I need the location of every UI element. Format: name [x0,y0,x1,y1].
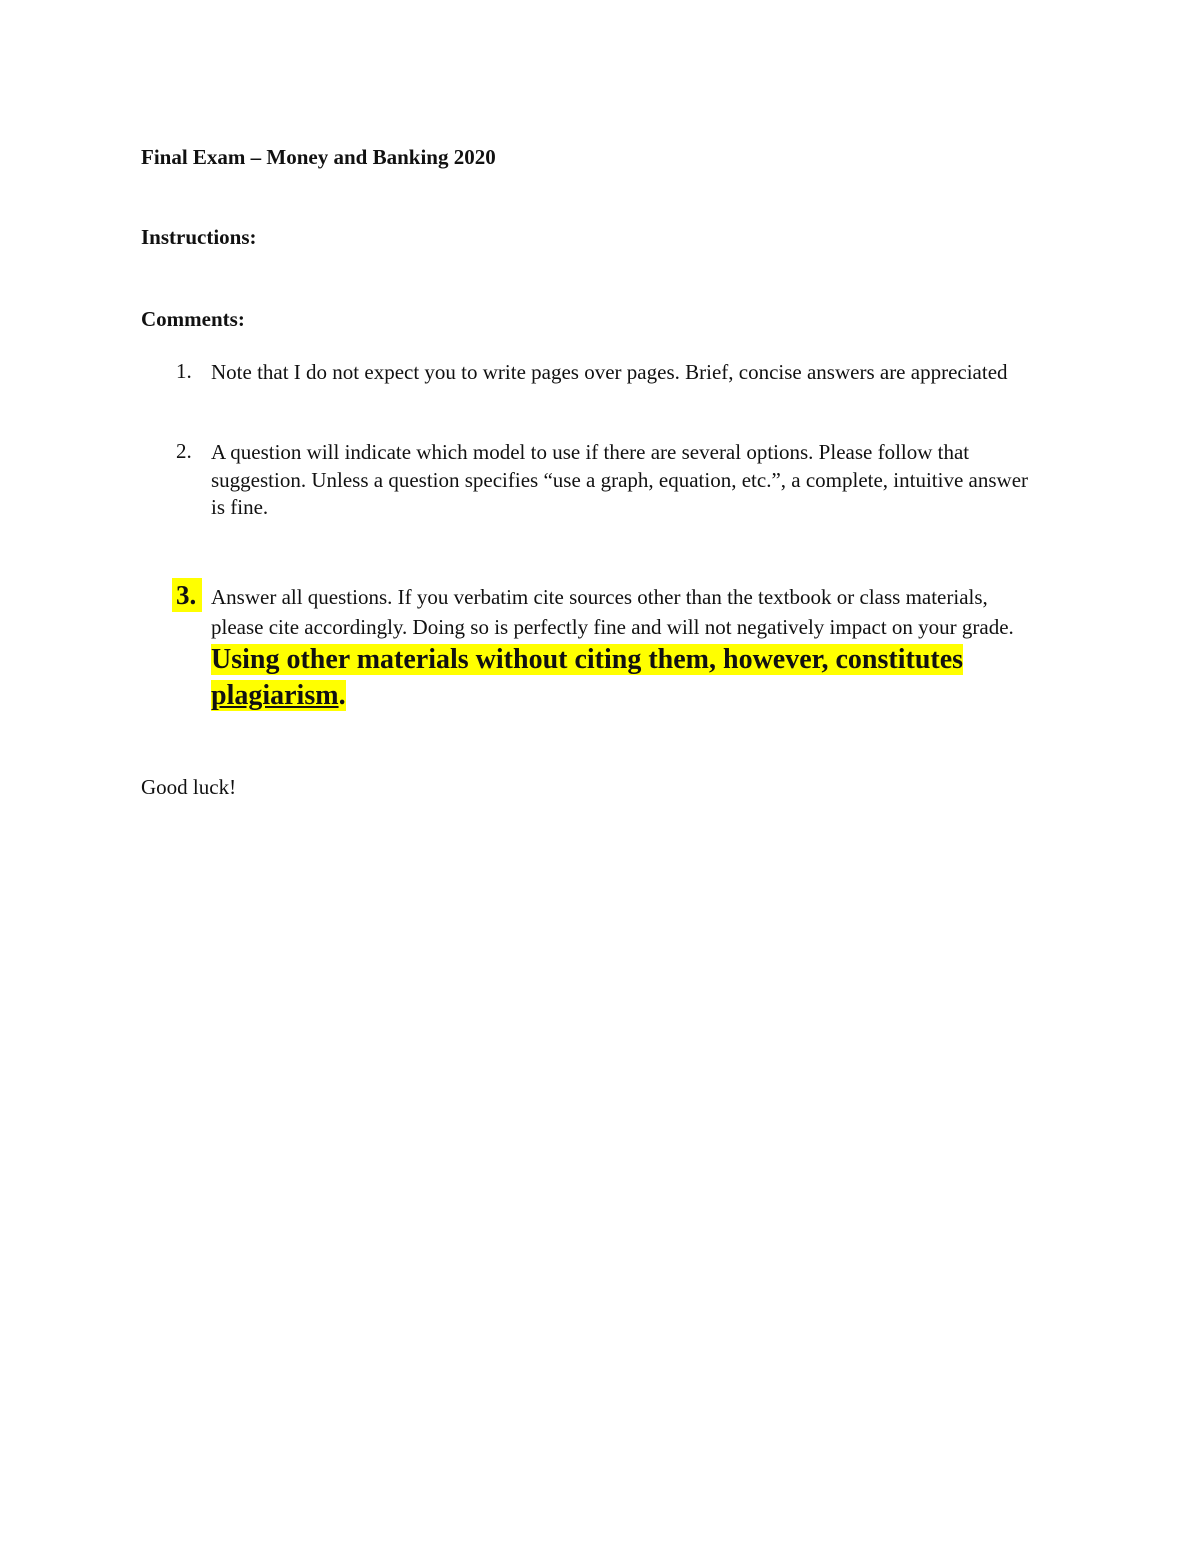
list-item-text [211,578,1041,714]
list-item [141,439,1041,522]
list-item-text: Note that I do not expect you to write pages over pages. Brief, concise answers are appreciated [211,360,1008,384]
document-title: Final Exam – Money and Banking 2020 [141,145,496,169]
closing-text: Good luck! [141,775,237,799]
plagiarism-warning-text: Using other materials without citing them, however, constitutes [211,644,964,675]
list-item [141,578,1041,714]
instructions-heading: Instructions: [141,225,257,249]
comments-heading: Comments: [141,307,245,331]
list-item [141,359,1041,387]
plagiarism-warning [211,644,963,711]
list-item-plain-text: Answer all questions. If you verbatim cite sources other than the textbook or class materials, please cite accordingly. Doing so is perfectly fine and will not negatively impact on your grade. [211,585,1014,639]
list-item-text: A question will indicate which model to use if there are several options. Please follow that suggestion. Unless a question specifies “use a graph, equation, etc.”, a complete, intuitive answer is fine. [211,440,1029,519]
list-item-number: 2. [176,439,192,463]
list-item-number: 1. [176,359,192,383]
plagiarism-warning-end: . [338,680,346,711]
list-item-number-highlighted: 3. [172,578,202,612]
plagiarism-word: plagiarism [211,680,339,711]
